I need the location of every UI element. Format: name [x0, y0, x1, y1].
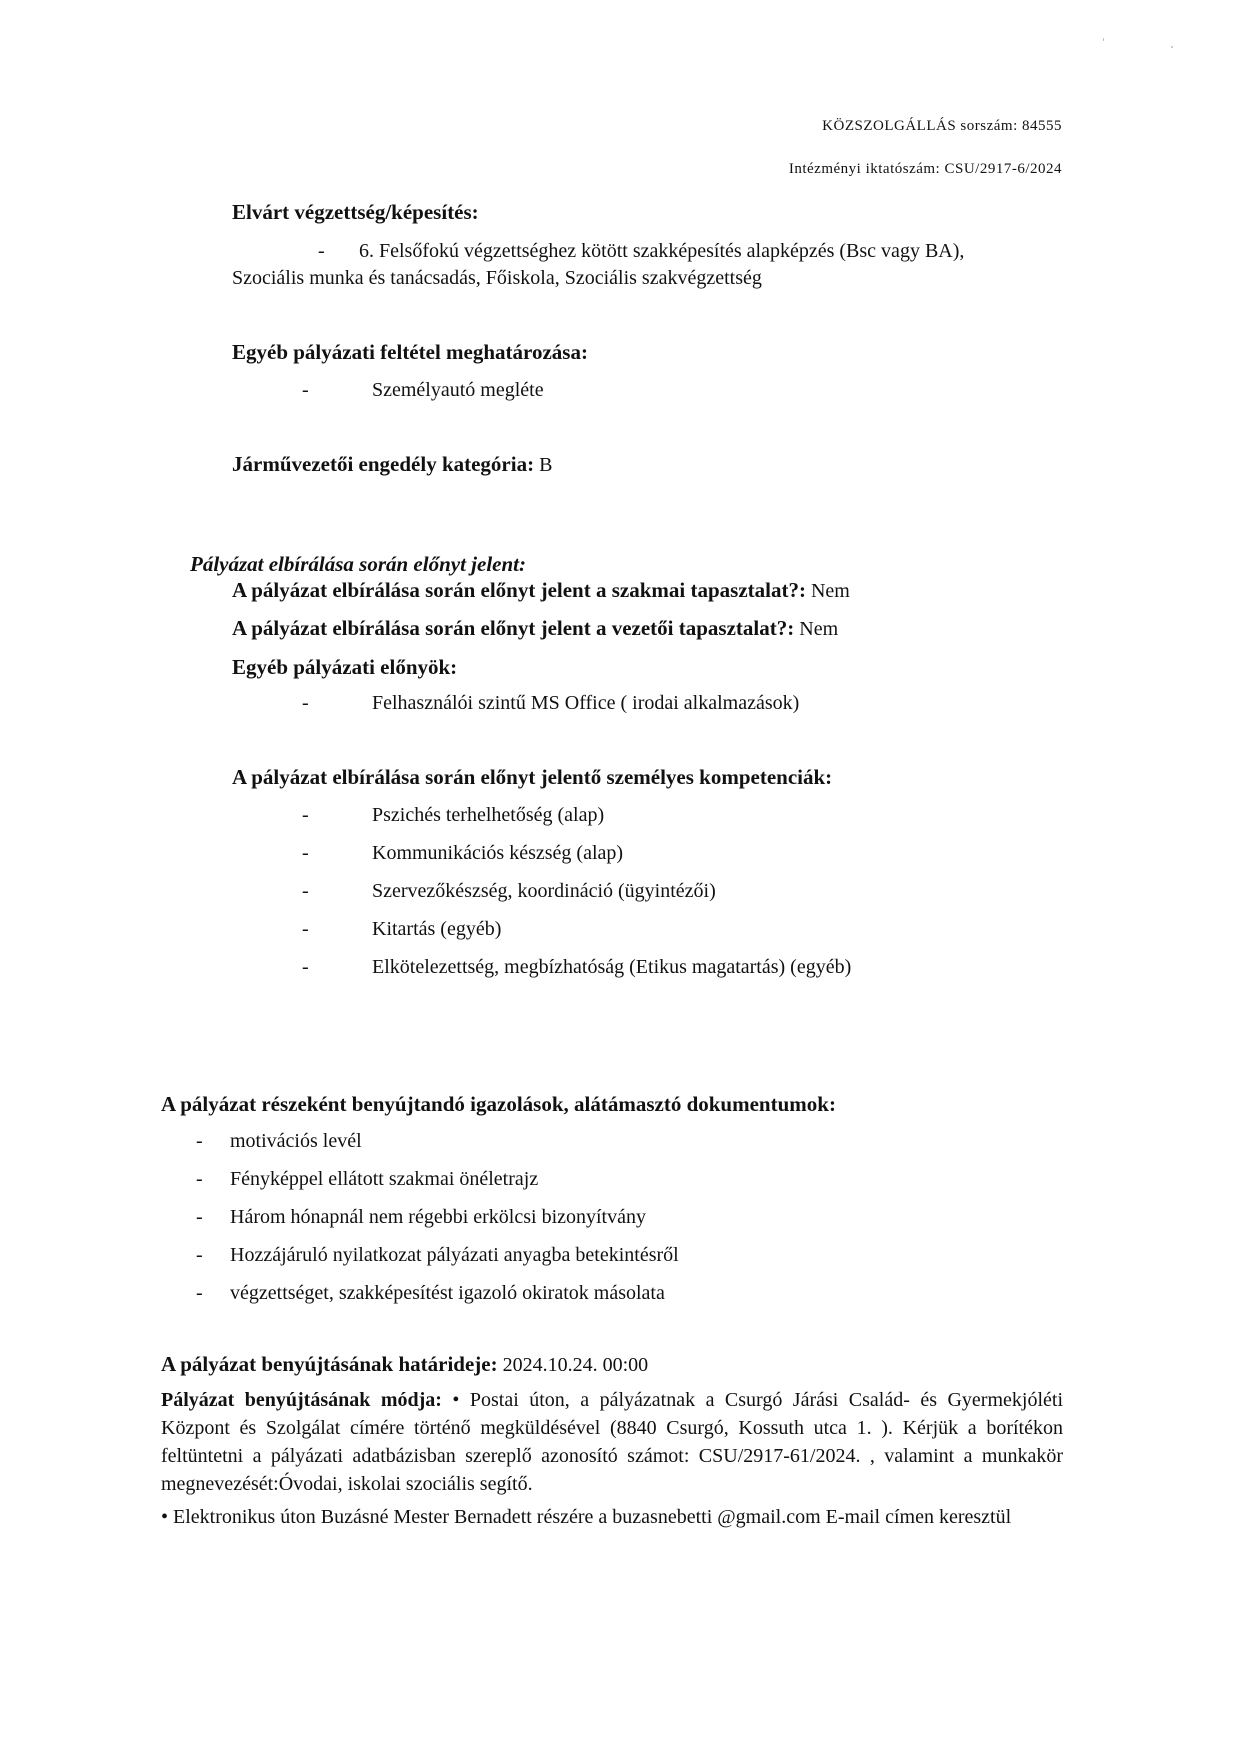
list-dash: -: [302, 880, 309, 902]
other-condition-dash: -: [302, 379, 309, 401]
competency-text: Szervezőkészség, koordináció (ügyintézői): [372, 880, 716, 902]
documents-heading: A pályázat részeként benyújtandó igazolások, alátámasztó dokumentumok:: [161, 1092, 836, 1116]
competency-text: Kitartás (egyéb): [372, 918, 502, 940]
competency-item: [302, 804, 605, 827]
management-experience-label: A pályázat elbírálása során előnyt jelent a vezetői tapasztalat?:: [232, 616, 795, 640]
competency-text: Elkötelezettség, megbízhatóság (Etikus magatartás) (egyéb): [372, 956, 852, 978]
professional-experience-label: A pályázat elbírálása során előnyt jelent a szakmai tapasztalat?:: [232, 578, 806, 602]
document-text: Hozzájáruló nyilatkozat pályázati anyagba betekintésről: [230, 1244, 679, 1266]
competency-item: [302, 880, 716, 903]
list-dash: -: [196, 1168, 203, 1190]
driving-licence-label: Járművezetői engedély kategória:: [232, 452, 535, 476]
document-item: [196, 1206, 646, 1229]
document-item: [196, 1130, 362, 1153]
other-advantages-item: Felhasználói szintű MS Office ( irodai alkalmazások): [372, 692, 800, 714]
institutional-reference: Intézményi iktatószám: CSU/2917-6/2024: [788, 161, 1062, 177]
list-dash: -: [196, 1206, 203, 1228]
management-experience-value: Nem: [794, 618, 839, 640]
advantages-heading: Pályázat elbírálása során előnyt jelent:: [190, 552, 526, 576]
professional-experience-line: [232, 578, 850, 603]
document-text: Három hónapnál nem régebbi erkölcsi bizonyítvány: [230, 1206, 646, 1228]
other-advantages-heading: Egyéb pályázati előnyök:: [232, 655, 458, 679]
list-dash: -: [302, 804, 309, 826]
submission-method-label: Pályázat benyújtásának módja:: [161, 1389, 442, 1411]
competencies-heading: A pályázat elbírálása során előnyt jelentő személyes kompetenciák:: [232, 765, 833, 789]
qualification-line-2: Szociális munka és tanácsadás, Főiskola, Szociális szakvégzettség: [232, 267, 762, 289]
deadline-label: A pályázat benyújtásának határideje:: [161, 1352, 498, 1376]
list-dash: -: [302, 918, 309, 940]
competency-item: [302, 956, 852, 979]
document-item: [196, 1168, 539, 1191]
deadline-value: 2024.10.24. 00:00: [497, 1354, 649, 1376]
list-dash: -: [196, 1244, 203, 1266]
management-experience-line: [232, 616, 838, 641]
deadline-line: [161, 1352, 648, 1377]
document-item: [196, 1282, 665, 1305]
document-text: végzettséget, szakképesítést igazoló okiratok másolata: [230, 1282, 665, 1304]
driving-licence-line: [232, 452, 552, 477]
submission-method-paragraph: [161, 1386, 1063, 1498]
competency-item: [302, 918, 502, 941]
submission-method-text: • Postai úton, a pályázatnak a Csurgó Járási Család- és Gyermekjóléti Központ és Szolgálat címére történő megküldésével (8840 Csurgó, Kossuth utca 1. ). Kérjük a borítékon feltüntetni a pályázati adatbázisban szereplő azonosító számot: CSU/2917-61/2024. , valamint a munkakör megnevezését:Óvodai, iskolai szociális segítő.: [161, 1389, 1064, 1495]
competency-text: Pszichés terhelhetőség (alap): [372, 804, 605, 826]
list-dash: -: [196, 1282, 203, 1304]
electronic-submission-paragraph: • Elektronikus úton Buzásné Mester Bernadett részére a buzasnebetti @gmail.com E-mail címen keresztül: [161, 1506, 1012, 1528]
document-text: Fényképpel ellátott szakmai önéletrajz: [230, 1168, 539, 1190]
other-advantages-dash: -: [302, 692, 309, 714]
driving-licence-value: B: [534, 454, 553, 476]
qualification-dash: -: [318, 240, 325, 262]
scan-speck: [1171, 46, 1173, 48]
document-text: motivációs levél: [230, 1130, 362, 1152]
qualification-heading: Elvárt végzettség/képesítés:: [232, 200, 479, 224]
competency-text: Kommunikációs készség (alap): [372, 842, 624, 864]
list-dash: -: [196, 1130, 203, 1152]
professional-experience-value: Nem: [805, 580, 850, 602]
document-item: [196, 1244, 679, 1267]
list-dash: -: [302, 956, 309, 978]
list-dash: -: [302, 842, 309, 864]
other-condition-heading: Egyéb pályázati feltétel meghatározása:: [232, 340, 588, 364]
competency-item: [302, 842, 624, 865]
scan-speck: [1103, 38, 1104, 41]
kozszolgalas-number: KÖZSZOLGÁLLÁS sorszám: 84555: [822, 118, 1062, 134]
other-condition-item: Személyautó megléte: [372, 379, 544, 401]
qualification-line-1: 6. Felsőfokú végzettséghez kötött szakképesítés alapképzés (Bsc vagy BA),: [359, 240, 965, 262]
